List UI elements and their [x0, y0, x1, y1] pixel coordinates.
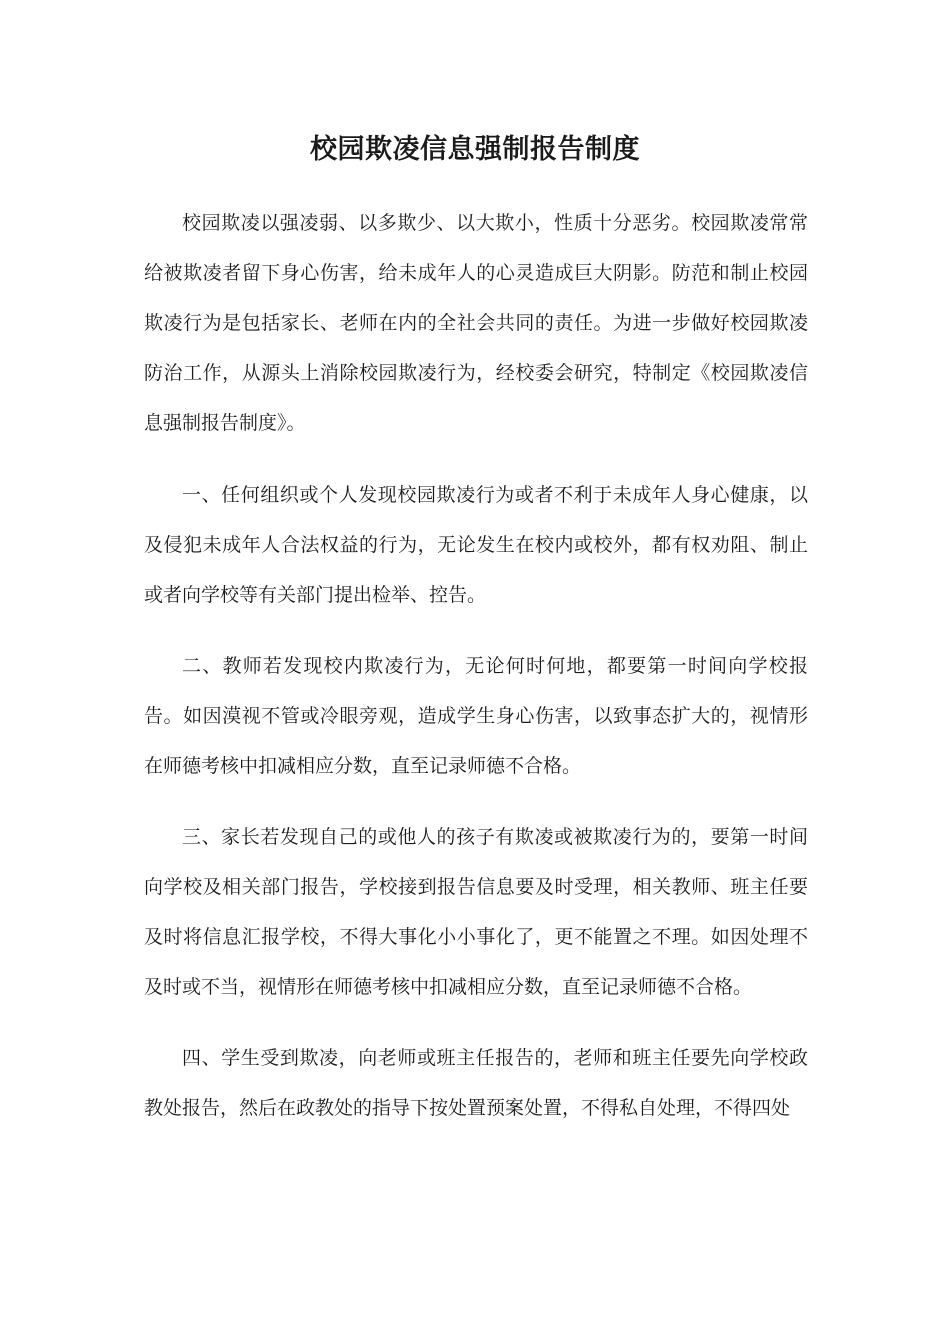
- intro-paragraph: 校园欺凌以强凌弱、以多欺少、以大欺小，性质十分恶劣。校园欺凌常常给被欺凌者留下身心伤害，给未成年人的心灵造成巨大阴影。防范和制止校园欺凌行为是包括家长、老师在内的全社会共同的责任。为进一步做好校园欺凌防治工作，从源头上消除校园欺凌行为，经校委会研究，特制定《校园欺凌信息强制报告制度》。: [144, 212, 808, 434]
- clause-1-paragraph: 一、任何组织或个人发现校园欺凌行为或者不利于未成年人身心健康，以及侵犯未成年人合法权益的行为，无论发生在校内或校外，都有权劝阻、制止或者向学校等有关部门提出检举、控告。: [144, 484, 808, 606]
- clause-2-paragraph: 二、教师若发现校内欺凌行为，无论何时何地，都要第一时间向学校报告。如因漠视不管或冷眼旁观，造成学生身心伤害，以致事态扩大的，视情形在师德考核中扣减相应分数，直至记录师德不合格。: [144, 655, 808, 777]
- document-title: 校园欺凌信息强制报告制度: [310, 134, 640, 165]
- clause-3-paragraph: 三、家长若发现自己的或他人的孩子有欺凌或被欺凌行为的，要第一时间向学校及相关部门报告，学校接到报告信息要及时受理，相关教师、班主任要及时将信息汇报学校，不得大事化小小事化了，更不能置之不理。如因处理不及时或不当，视情形在师德考核中扣减相应分数，直至记录师德不合格。: [144, 826, 808, 998]
- clause-4-paragraph: 四、学生受到欺凌，向老师或班主任报告的，老师和班主任要先向学校政教处报告，然后在政教处的指导下按处置预案处置，不得私自处理，不得四处: [144, 1047, 808, 1119]
